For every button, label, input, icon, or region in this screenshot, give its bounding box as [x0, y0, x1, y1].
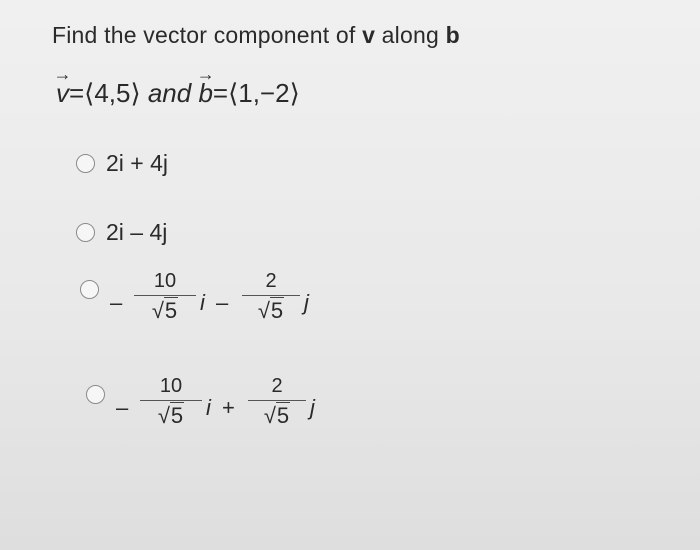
- numerator: 10: [153, 270, 177, 292]
- question-b: b: [445, 22, 460, 48]
- operator: +: [222, 395, 235, 420]
- vector-v: → v: [53, 64, 72, 108]
- answer-option-3[interactable]: [0, 270, 700, 350]
- numerator: 2: [265, 270, 277, 292]
- radio-button[interactable]: [76, 154, 95, 173]
- question-text: [52, 22, 460, 49]
- radio-button[interactable]: [86, 385, 105, 404]
- vector-arrow-icon: →: [196, 64, 215, 84]
- fraction-bar: [242, 295, 300, 296]
- question-prefix: Find the vector component of: [52, 22, 363, 48]
- fraction-bar: [248, 400, 306, 401]
- denominator: √5: [157, 403, 184, 429]
- option-label: 2i + 4j: [106, 150, 169, 176]
- minus-sign: –: [110, 290, 123, 315]
- vector-v-value: =⟨4,5⟩: [69, 78, 141, 108]
- answer-option-2[interactable]: [0, 219, 700, 255]
- fraction-2: [242, 270, 300, 324]
- numerator: 10: [159, 375, 183, 397]
- denominator: √5: [257, 298, 284, 324]
- answer-option-1[interactable]: [0, 150, 700, 186]
- fraction-1: [140, 375, 202, 429]
- sqrt-icon: √: [257, 298, 270, 324]
- given-vectors: [53, 64, 300, 109]
- unit-j: j: [304, 290, 309, 315]
- sqrt-icon: √: [157, 403, 170, 429]
- fraction-1: [134, 270, 196, 324]
- and-word: and: [140, 78, 199, 108]
- operator: –: [216, 290, 229, 315]
- fraction-bar: [134, 295, 196, 296]
- unit-j: j: [310, 395, 315, 420]
- numerator: 2: [271, 375, 283, 397]
- sqrt-icon: √: [263, 403, 276, 429]
- unit-i: i: [200, 290, 205, 315]
- answer-option-4[interactable]: [0, 375, 700, 455]
- option-label: 2i – 4j: [106, 219, 168, 245]
- radio-button[interactable]: [80, 280, 99, 299]
- denominator: √5: [151, 298, 178, 324]
- sqrt-icon: √: [151, 298, 164, 324]
- question-middle: along: [375, 22, 446, 48]
- vector-b-value: =⟨1,−2⟩: [212, 78, 300, 108]
- vector-b: → b: [196, 64, 215, 108]
- fraction-bar: [140, 400, 202, 401]
- vector-arrow-icon: →: [53, 64, 72, 84]
- minus-sign: –: [116, 395, 129, 420]
- unit-i: i: [206, 395, 211, 420]
- fraction-2: [248, 375, 306, 429]
- question-v: v: [362, 22, 376, 48]
- radio-button[interactable]: [76, 223, 95, 242]
- denominator: √5: [263, 403, 290, 429]
